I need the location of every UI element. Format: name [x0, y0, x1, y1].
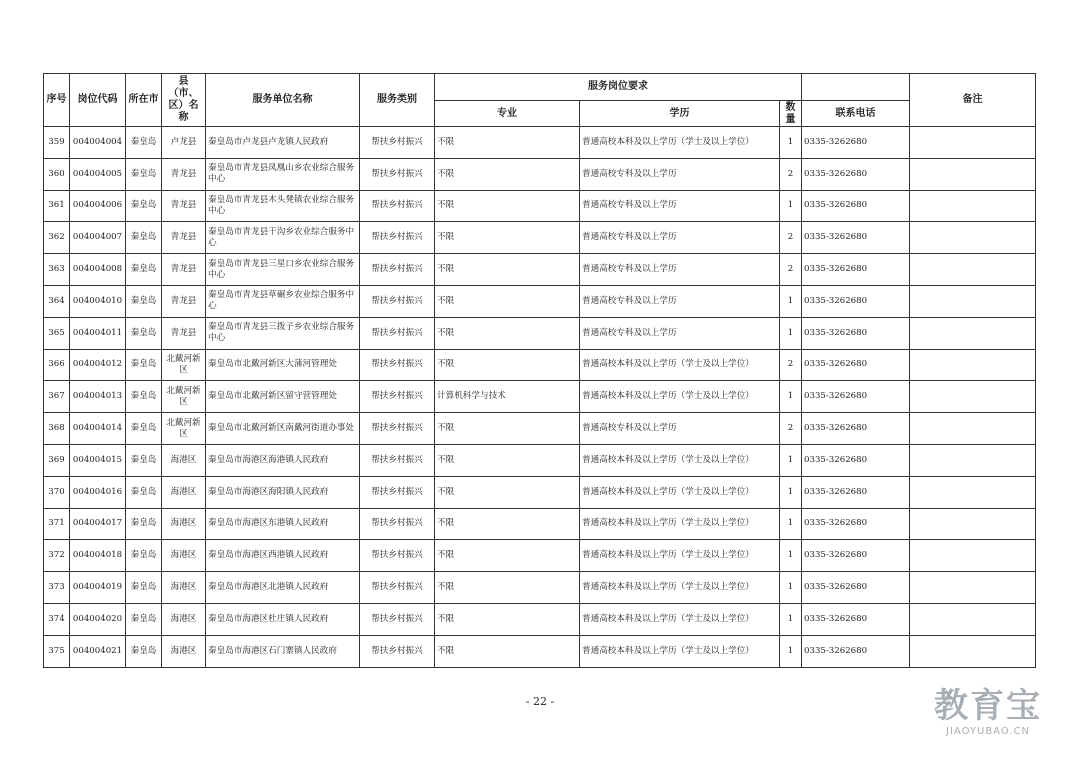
cell-city: 秦皇岛 — [126, 317, 162, 349]
cell-major: 计算机科学与技术 — [435, 381, 580, 413]
cell-county: 海港区 — [162, 508, 206, 540]
header-city: 所在市 — [126, 74, 162, 127]
cell-seq: 362 — [44, 222, 70, 254]
cell-code: 004004017 — [70, 508, 126, 540]
cell-seq: 360 — [44, 158, 70, 190]
cell-city: 秦皇岛 — [126, 158, 162, 190]
table-row — [44, 285, 1036, 317]
cell-service-type: 帮扶乡村振兴 — [360, 413, 435, 445]
cell-county: 北戴河新区 — [162, 381, 206, 413]
table-row — [44, 381, 1036, 413]
table-row — [44, 254, 1036, 286]
cell-seq: 367 — [44, 381, 70, 413]
cell-code: 004004006 — [70, 190, 126, 222]
cell-code: 004004016 — [70, 476, 126, 508]
table-row — [44, 127, 1036, 159]
cell-city: 秦皇岛 — [126, 476, 162, 508]
watermark-logo — [918, 686, 1058, 746]
cell-remark — [910, 317, 1036, 349]
cell-major: 不限 — [435, 413, 580, 445]
cell-county: 海港区 — [162, 540, 206, 572]
cell-service-type: 帮扶乡村振兴 — [360, 317, 435, 349]
cell-phone: 0335-3262680 — [802, 317, 910, 349]
cell-county: 青龙县 — [162, 254, 206, 286]
cell-unit: 秦皇岛市青龙县草碾乡农业综合服务中心 — [206, 285, 360, 317]
cell-seq: 371 — [44, 508, 70, 540]
cell-count: 1 — [780, 190, 802, 222]
cell-unit: 秦皇岛市海港区北港镇人民政府 — [206, 572, 360, 604]
cell-service-type: 帮扶乡村振兴 — [360, 190, 435, 222]
cell-major: 不限 — [435, 317, 580, 349]
cell-count: 2 — [780, 254, 802, 286]
cell-county: 青龙县 — [162, 285, 206, 317]
cell-county: 海港区 — [162, 572, 206, 604]
cell-unit: 秦皇岛市青龙县干沟乡农业综合服务中心 — [206, 222, 360, 254]
cell-unit: 秦皇岛市青龙县木头凳镇农业综合服务中心 — [206, 190, 360, 222]
cell-unit: 秦皇岛市海港区西港镇人民政府 — [206, 540, 360, 572]
cell-count: 1 — [780, 635, 802, 667]
cell-phone: 0335-3262680 — [802, 381, 910, 413]
cell-city: 秦皇岛 — [126, 603, 162, 635]
cell-code: 004004020 — [70, 603, 126, 635]
cell-code: 004004019 — [70, 572, 126, 604]
cell-phone: 0335-3262680 — [802, 444, 910, 476]
cell-seq: 370 — [44, 476, 70, 508]
cell-remark — [910, 349, 1036, 381]
cell-unit: 秦皇岛市青龙县三星口乡农业综合服务中心 — [206, 254, 360, 286]
cell-education: 普通高校本科及以上学历（学士及以上学位） — [580, 540, 780, 572]
cell-remark — [910, 476, 1036, 508]
cell-remark — [910, 381, 1036, 413]
cell-phone: 0335-3262680 — [802, 285, 910, 317]
cell-service-type: 帮扶乡村振兴 — [360, 635, 435, 667]
cell-seq: 368 — [44, 413, 70, 445]
cell-code: 004004013 — [70, 381, 126, 413]
table-body — [44, 127, 1036, 668]
cell-unit: 秦皇岛市北戴河新区留守营管理处 — [206, 381, 360, 413]
cell-remark — [910, 158, 1036, 190]
cell-city: 秦皇岛 — [126, 381, 162, 413]
cell-remark — [910, 254, 1036, 286]
table-row — [44, 413, 1036, 445]
cell-count: 1 — [780, 508, 802, 540]
cell-major: 不限 — [435, 190, 580, 222]
header-count: 数量 — [780, 101, 802, 127]
cell-unit: 秦皇岛市青龙县凤凰山乡农业综合服务中心 — [206, 158, 360, 190]
cell-count: 1 — [780, 444, 802, 476]
cell-unit: 秦皇岛市海港区石门寨镇人民政府 — [206, 635, 360, 667]
table-row — [44, 476, 1036, 508]
cell-education: 普通高校本科及以上学历（学士及以上学位） — [580, 381, 780, 413]
cell-remark — [910, 127, 1036, 159]
cell-count: 1 — [780, 381, 802, 413]
cell-service-type: 帮扶乡村振兴 — [360, 285, 435, 317]
cell-count: 1 — [780, 317, 802, 349]
cell-remark — [910, 413, 1036, 445]
cell-remark — [910, 540, 1036, 572]
table-row — [44, 603, 1036, 635]
cell-phone: 0335-3262680 — [802, 540, 910, 572]
cell-major: 不限 — [435, 603, 580, 635]
cell-county: 海港区 — [162, 476, 206, 508]
cell-phone: 0335-3262680 — [802, 635, 910, 667]
cell-city: 秦皇岛 — [126, 349, 162, 381]
cell-service-type: 帮扶乡村振兴 — [360, 127, 435, 159]
cell-education: 普通高校本科及以上学历（学士及以上学位） — [580, 444, 780, 476]
header-phone-top — [802, 74, 910, 101]
table-row — [44, 635, 1036, 667]
cell-major: 不限 — [435, 444, 580, 476]
cell-unit: 秦皇岛市海港区海港镇人民政府 — [206, 444, 360, 476]
header-requirements: 服务岗位要求 — [435, 74, 802, 101]
cell-seq: 373 — [44, 572, 70, 604]
cell-seq: 363 — [44, 254, 70, 286]
header-county: 县（市、区）名称 — [162, 74, 206, 127]
header-code: 岗位代码 — [70, 74, 126, 127]
job-table — [43, 73, 1036, 668]
cell-city: 秦皇岛 — [126, 508, 162, 540]
cell-phone: 0335-3262680 — [802, 158, 910, 190]
cell-remark — [910, 603, 1036, 635]
header-education: 学历 — [580, 101, 780, 127]
cell-education: 普通高校本科及以上学历（学士及以上学位） — [580, 349, 780, 381]
cell-service-type: 帮扶乡村振兴 — [360, 603, 435, 635]
header-seq: 序号 — [44, 74, 70, 127]
cell-major: 不限 — [435, 349, 580, 381]
watermark-url: JIAOYUBAO.CN — [946, 726, 1030, 737]
header-service-type: 服务类别 — [360, 74, 435, 127]
cell-phone: 0335-3262680 — [802, 413, 910, 445]
cell-education: 普通高校专科及以上学历 — [580, 158, 780, 190]
table-row — [44, 317, 1036, 349]
cell-code: 004004012 — [70, 349, 126, 381]
cell-seq: 375 — [44, 635, 70, 667]
cell-city: 秦皇岛 — [126, 444, 162, 476]
header-major: 专业 — [435, 101, 580, 127]
cell-city: 秦皇岛 — [126, 540, 162, 572]
cell-county: 北戴河新区 — [162, 413, 206, 445]
cell-phone: 0335-3262680 — [802, 508, 910, 540]
cell-code: 004004014 — [70, 413, 126, 445]
cell-county: 青龙县 — [162, 190, 206, 222]
cell-education: 普通高校本科及以上学历（学士及以上学位） — [580, 508, 780, 540]
watermark-text: 教育宝 — [934, 686, 1042, 726]
cell-service-type: 帮扶乡村振兴 — [360, 158, 435, 190]
cell-unit: 秦皇岛市北戴河新区南戴河街道办事处 — [206, 413, 360, 445]
cell-city: 秦皇岛 — [126, 413, 162, 445]
cell-county: 卢龙县 — [162, 127, 206, 159]
cell-service-type: 帮扶乡村振兴 — [360, 540, 435, 572]
cell-major: 不限 — [435, 158, 580, 190]
cell-major: 不限 — [435, 572, 580, 604]
cell-service-type: 帮扶乡村振兴 — [360, 222, 435, 254]
table-row — [44, 444, 1036, 476]
table-row — [44, 508, 1036, 540]
cell-seq: 374 — [44, 603, 70, 635]
cell-major: 不限 — [435, 508, 580, 540]
table-row — [44, 158, 1036, 190]
cell-service-type: 帮扶乡村振兴 — [360, 476, 435, 508]
cell-code: 004004007 — [70, 222, 126, 254]
cell-unit: 秦皇岛市卢龙县卢龙镇人民政府 — [206, 127, 360, 159]
cell-phone: 0335-3262680 — [802, 349, 910, 381]
page-number: - 22 - — [525, 695, 555, 708]
cell-education: 普通高校专科及以上学历 — [580, 413, 780, 445]
cell-major: 不限 — [435, 254, 580, 286]
table-row — [44, 572, 1036, 604]
cell-major: 不限 — [435, 635, 580, 667]
cell-county: 海港区 — [162, 603, 206, 635]
cell-count: 1 — [780, 540, 802, 572]
cell-phone: 0335-3262680 — [802, 476, 910, 508]
cell-city: 秦皇岛 — [126, 254, 162, 286]
cell-education: 普通高校本科及以上学历（学士及以上学位） — [580, 476, 780, 508]
cell-seq: 366 — [44, 349, 70, 381]
cell-major: 不限 — [435, 285, 580, 317]
cell-count: 2 — [780, 158, 802, 190]
cell-education: 普通高校本科及以上学历（学士及以上学位） — [580, 603, 780, 635]
cell-seq: 369 — [44, 444, 70, 476]
cell-county: 海港区 — [162, 444, 206, 476]
cell-education: 普通高校本科及以上学历（学士及以上学位） — [580, 572, 780, 604]
table-row — [44, 349, 1036, 381]
cell-remark — [910, 508, 1036, 540]
cell-code: 004004005 — [70, 158, 126, 190]
header-remarks: 备注 — [910, 74, 1036, 127]
cell-service-type: 帮扶乡村振兴 — [360, 349, 435, 381]
cell-phone: 0335-3262680 — [802, 127, 910, 159]
cell-phone: 0335-3262680 — [802, 572, 910, 604]
cell-count: 1 — [780, 127, 802, 159]
cell-county: 青龙县 — [162, 317, 206, 349]
cell-remark — [910, 572, 1036, 604]
cell-remark — [910, 222, 1036, 254]
cell-major: 不限 — [435, 476, 580, 508]
cell-county: 青龙县 — [162, 222, 206, 254]
cell-major: 不限 — [435, 540, 580, 572]
table-row — [44, 540, 1036, 572]
cell-service-type: 帮扶乡村振兴 — [360, 381, 435, 413]
cell-count: 1 — [780, 572, 802, 604]
cell-seq: 365 — [44, 317, 70, 349]
header-unit: 服务单位名称 — [206, 74, 360, 127]
cell-county: 北戴河新区 — [162, 349, 206, 381]
cell-count: 2 — [780, 222, 802, 254]
cell-unit: 秦皇岛市海港区东港镇人民政府 — [206, 508, 360, 540]
cell-county: 青龙县 — [162, 158, 206, 190]
cell-service-type: 帮扶乡村振兴 — [360, 572, 435, 604]
cell-code: 004004021 — [70, 635, 126, 667]
cell-city: 秦皇岛 — [126, 127, 162, 159]
cell-unit: 秦皇岛市北戴河新区大蒲河管理处 — [206, 349, 360, 381]
cell-education: 普通高校本科及以上学历（学士及以上学位） — [580, 127, 780, 159]
cell-remark — [910, 635, 1036, 667]
cell-code: 004004010 — [70, 285, 126, 317]
cell-unit: 秦皇岛市青龙县三拨子乡农业综合服务中心 — [206, 317, 360, 349]
cell-seq: 372 — [44, 540, 70, 572]
cell-remark — [910, 190, 1036, 222]
cell-education: 普通高校专科及以上学历 — [580, 317, 780, 349]
cell-service-type: 帮扶乡村振兴 — [360, 444, 435, 476]
cell-service-type: 帮扶乡村振兴 — [360, 254, 435, 286]
cell-count: 2 — [780, 413, 802, 445]
cell-phone: 0335-3262680 — [802, 603, 910, 635]
cell-remark — [910, 444, 1036, 476]
cell-city: 秦皇岛 — [126, 572, 162, 604]
cell-code: 004004004 — [70, 127, 126, 159]
cell-count: 1 — [780, 603, 802, 635]
cell-major: 不限 — [435, 127, 580, 159]
table-row — [44, 222, 1036, 254]
cell-major: 不限 — [435, 222, 580, 254]
cell-phone: 0335-3262680 — [802, 190, 910, 222]
cell-phone: 0335-3262680 — [802, 222, 910, 254]
cell-service-type: 帮扶乡村振兴 — [360, 508, 435, 540]
cell-seq: 364 — [44, 285, 70, 317]
cell-education: 普通高校专科及以上学历 — [580, 285, 780, 317]
cell-city: 秦皇岛 — [126, 190, 162, 222]
cell-county: 海港区 — [162, 635, 206, 667]
cell-unit: 秦皇岛市海港区杜庄镇人民政府 — [206, 603, 360, 635]
cell-seq: 359 — [44, 127, 70, 159]
cell-remark — [910, 285, 1036, 317]
cell-code: 004004018 — [70, 540, 126, 572]
cell-phone: 0335-3262680 — [802, 254, 910, 286]
table-row — [44, 190, 1036, 222]
cell-education: 普通高校专科及以上学历 — [580, 222, 780, 254]
header-phone: 联系电话 — [802, 101, 910, 127]
cell-city: 秦皇岛 — [126, 285, 162, 317]
cell-count: 1 — [780, 285, 802, 317]
cell-city: 秦皇岛 — [126, 635, 162, 667]
cell-education: 普通高校本科及以上学历（学士及以上学位） — [580, 635, 780, 667]
cell-city: 秦皇岛 — [126, 222, 162, 254]
cell-count: 1 — [780, 476, 802, 508]
cell-code: 004004015 — [70, 444, 126, 476]
cell-count: 2 — [780, 349, 802, 381]
cell-seq: 361 — [44, 190, 70, 222]
cell-education: 普通高校专科及以上学历 — [580, 190, 780, 222]
cell-code: 004004008 — [70, 254, 126, 286]
cell-code: 004004011 — [70, 317, 126, 349]
cell-education: 普通高校专科及以上学历 — [580, 254, 780, 286]
cell-unit: 秦皇岛市海港区海阳镇人民政府 — [206, 476, 360, 508]
